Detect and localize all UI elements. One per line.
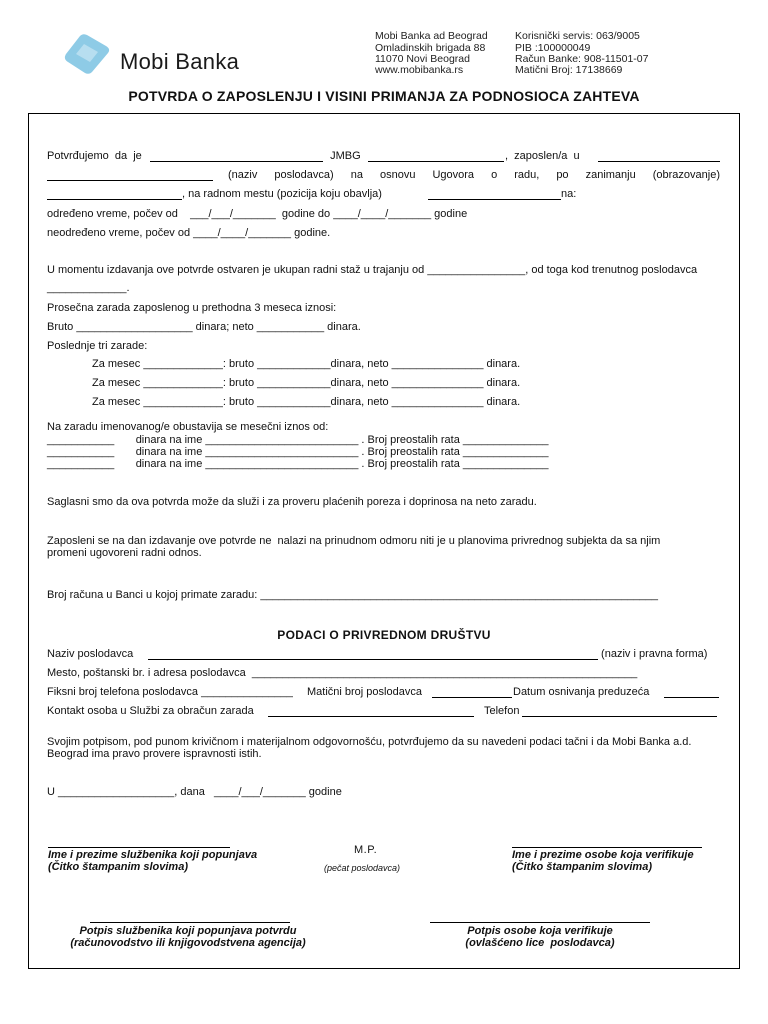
clerk-signature-label: Potpis službenika koji popunjava potvrdu xyxy=(79,925,297,937)
verifier-signature-field[interactable] xyxy=(430,922,650,923)
occupation-field[interactable] xyxy=(47,199,182,200)
employer-field-cont[interactable] xyxy=(47,180,213,181)
brand-name: Mobi Banka xyxy=(120,49,240,74)
p1-line1a: Potvrđujemo da je xyxy=(47,150,148,162)
avg-salary-label: Prosečna zarada zaposlenog u prethodna 3 meseca iznosi: xyxy=(47,302,337,314)
clerk-name-label: Ime i prezime službenika koji popunjava xyxy=(48,849,258,861)
reg-number-label: Matični broj poslodavca xyxy=(307,686,426,698)
p1-line2: (naziv poslodavca) na osnovu Ugovora o radu, po zanimanju (obrazovanje) xyxy=(228,169,720,181)
consent-text: Saglasni smo da ova potvrda može da služi i za proveru plaćenih poreza i doprinosa na neto zaradu. xyxy=(47,496,537,508)
declaration-1: Svojim potpisom, pod punom krivičnom i materijalnom odgovornošću, potvrđujemo da su navedeni podaci tačni i da Mobi Banka a.d. xyxy=(47,736,692,748)
header-website: www.mobibanka.rs xyxy=(375,64,464,76)
employer-name-field[interactable] xyxy=(598,161,720,162)
p1-line3b: na: xyxy=(561,188,577,200)
leave-statement-1: Zaposleni se na dan izdavanje ove potvrde ne nalazi na prinudnom odmoru niti je u planovima privrednog subjekta da sa njim xyxy=(47,535,661,547)
verifier-name-hint: (Čitko štampanim slovima) xyxy=(512,861,652,873)
contact-phone-field[interactable] xyxy=(522,716,717,717)
verifier-signature-label: Potpis osobe koja verifikuje xyxy=(467,925,613,937)
header-pib: PIB :100000049 xyxy=(515,42,591,54)
founding-date-field[interactable] xyxy=(664,697,719,698)
header-address-3: 11070 Novi Beograd xyxy=(375,53,470,65)
indefinite-term-line[interactable]: neodređeno vreme, počev od ____/____/_______ godine. xyxy=(47,227,331,239)
legal-form-label: (naziv i pravna forma) xyxy=(598,648,708,660)
work-experience-line2[interactable]: _____________. xyxy=(47,282,130,294)
document-title: POTVRDA O ZAPOSLENJU I VISINI PRIMANJA ZA PODNOSIOCA ZAHTEVA xyxy=(128,88,640,104)
p1-line1c: , zaposlen/a u xyxy=(505,150,586,162)
contact-person-field[interactable] xyxy=(268,716,474,717)
deduction-row[interactable]: ___________ dinara na ime _________________________ . Broj preostalih rata ______________ xyxy=(47,434,549,446)
leave-statement-2: promeni ugovoreni radni odnos. xyxy=(47,547,202,559)
header-address-2: Omladinskih brigada 88 xyxy=(375,42,486,54)
salary-row[interactable]: Za mesec _____________: bruto ____________dinara, neto _______________ dinara. xyxy=(92,396,521,408)
deduction-row[interactable]: ___________ dinara na ime _________________________ . Broj preostalih rata ______________ xyxy=(47,446,549,458)
founding-date-label: Datum osnivanja preduzeća xyxy=(513,686,653,698)
fixed-term-line[interactable]: određeno vreme, počev od ___/___/_______ godine do ____/____/_______ godine xyxy=(47,208,468,220)
header-bank-account: Račun Banke: 908-11501-07 xyxy=(515,53,649,65)
p1-line3a: , na radnom mestu (pozicija koju obavlja) xyxy=(182,188,389,200)
verifier-name-label: Ime i prezime osobe koja verifikuje xyxy=(512,849,694,861)
declaration-2: Beograd ima pravo provere ispravnosti istih. xyxy=(47,748,262,760)
clerk-name-field[interactable] xyxy=(48,847,230,848)
jmbg-field[interactable] xyxy=(368,161,504,162)
deduction-label: Na zaradu imenovanog/e obustavija se mesečni iznos od: xyxy=(47,421,329,433)
header-address-1: Mobi Banka ad Beograd xyxy=(375,30,488,42)
position-field[interactable] xyxy=(428,199,561,200)
clerk-signature-field[interactable] xyxy=(90,922,290,923)
clerk-name-hint: (Čitko štampanim slovima) xyxy=(48,861,188,873)
deduction-row[interactable]: ___________ dinara na ime _________________________ . Broj preostalih rata ______________ xyxy=(47,458,549,470)
header-support: Korisnički servis: 063/9005 xyxy=(515,30,640,42)
employee-name-field[interactable] xyxy=(150,161,323,162)
place-date-line[interactable]: U ___________________, dana ____/___/_______ godine xyxy=(47,786,342,798)
mobi-banka-logo-icon xyxy=(62,32,112,76)
salary-row[interactable]: Za mesec _____________: bruto ____________dinara, neto _______________ dinara. xyxy=(92,377,521,389)
header-reg-number: Matični Broj: 17138669 xyxy=(515,64,623,76)
employer-legal-name-field[interactable] xyxy=(148,659,598,660)
stamp-hint: (pečat poslodavca) xyxy=(324,863,401,873)
contact-person-label: Kontakt osoba u Službi za obračun zarada xyxy=(47,705,257,717)
contact-phone-label: Telefon xyxy=(484,705,520,717)
bank-account-line[interactable]: Broj računa u Banci u kojoj primate zaradu: _________________________________________________________________ xyxy=(47,589,659,601)
salary-row[interactable]: Za mesec _____________: bruto ____________dinara, neto _______________ dinara. xyxy=(92,358,521,370)
phone-line[interactable]: Fiksni broj telefona poslodavca _______________ xyxy=(47,686,293,698)
reg-number-field[interactable] xyxy=(432,697,512,698)
employer-name-label: Naziv poslodavca xyxy=(47,648,137,660)
stamp-label: M.P. xyxy=(354,844,378,856)
p1-line1b: JMBG xyxy=(324,150,367,162)
verifier-signature-hint: (ovlašćeno lice poslodavca) xyxy=(465,937,615,949)
gross-net-line[interactable]: Bruto ___________________ dinara; neto ___________ dinara. xyxy=(47,321,361,333)
company-section-title: PODACI O PRIVREDNOM DRUŠTVU xyxy=(277,628,491,642)
clerk-signature-hint: (računovodstvo ili knjigovodstvena agencija) xyxy=(70,937,306,949)
last-three-label: Poslednje tri zarade: xyxy=(47,340,148,352)
employer-address-line[interactable]: Mesto, poštanski br. i adresa poslodavca _______________________________________________________________ xyxy=(47,667,638,679)
work-experience-line[interactable]: U momentu izdavanja ove potvrde ostvaren je ukupan radni staž u trajanju od ________________, od toga kod trenutnog poslodavca xyxy=(47,264,698,276)
verifier-name-field[interactable] xyxy=(512,847,702,848)
